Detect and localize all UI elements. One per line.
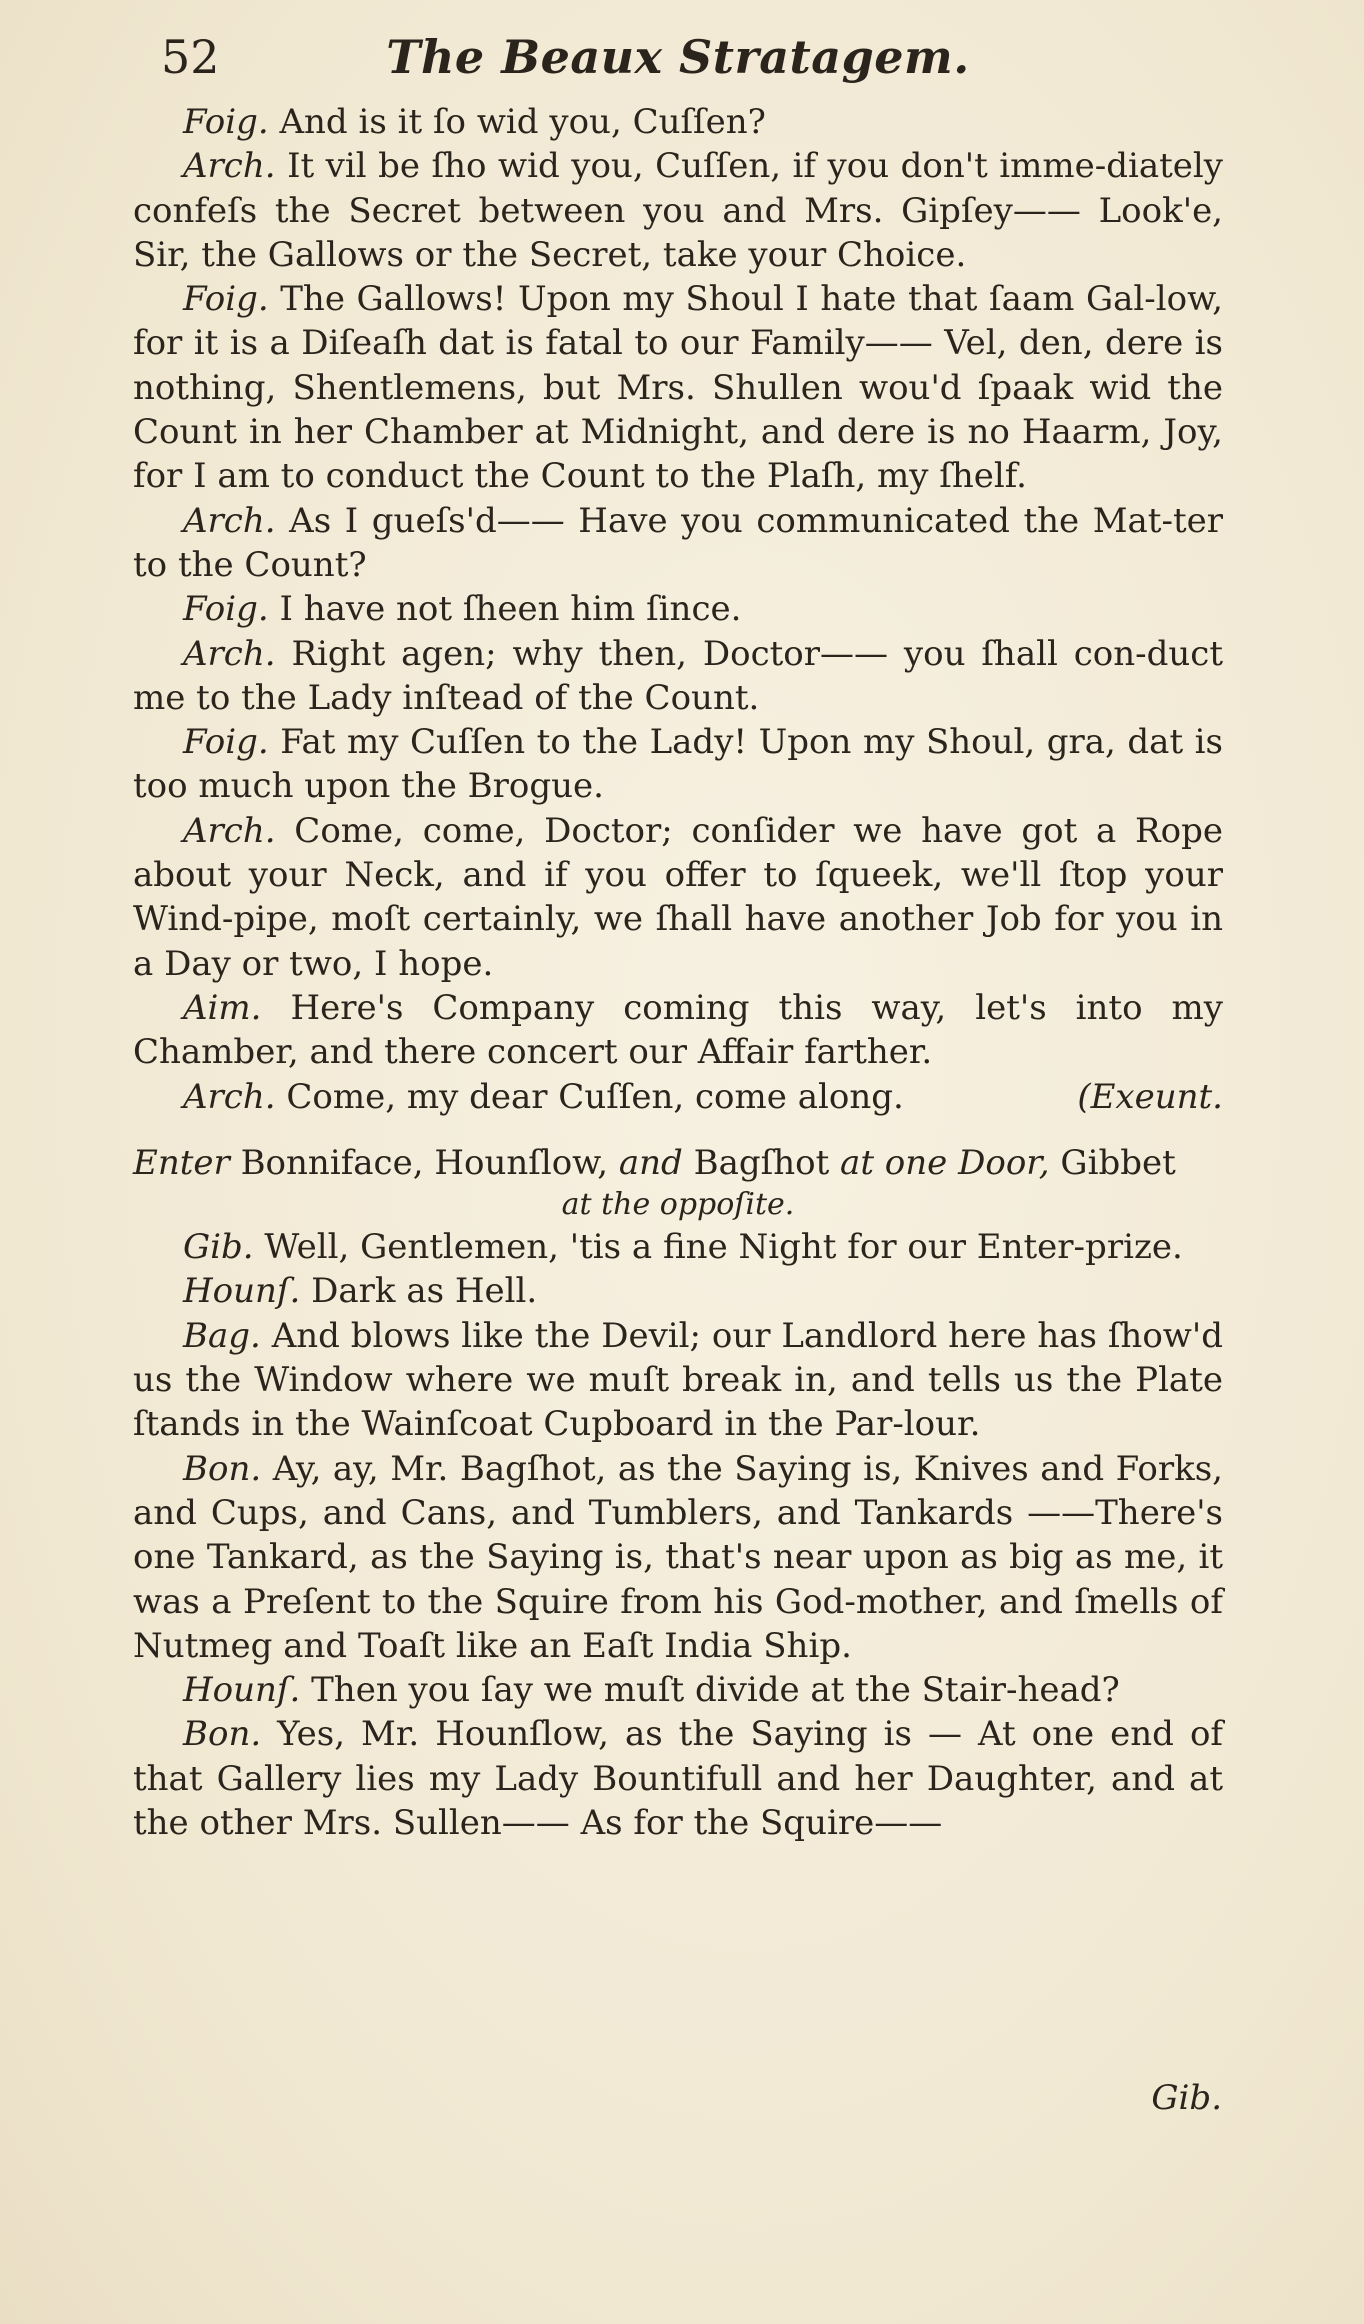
speaker-name: Bag. [183,1315,261,1356]
speech-text: Here's Company coming this way, let's into my Chamber, and there concert our Affair farther. [133,987,1223,1073]
enter-word: Enter [133,1142,230,1183]
catchword: Gib. [1151,2078,1222,2118]
page-number: 52 [161,30,220,84]
speech [133,1314,1223,1447]
speaker-name: Aim. [183,987,262,1028]
stage-direction [133,1141,1223,1185]
page-header [133,20,1223,100]
speaker-name: Arch. [183,633,276,674]
speech [133,587,1223,631]
speech-text: And blows like the Devil; our Landlord here has ſhow'd us the Window where we muſt break in, and tells us the Plate ſtands in the Wainſcoat Cupboard in the Par-lour. [133,1315,1223,1445]
speaker-name: Foig. [183,722,269,763]
speech-text: The Gallows! Upon my Shoul I hate that ſaam Gal-low, for it is a Diſeaſh dat is fatal to our Family—— Vel, den, dere is nothing, Shentlemens, but Mrs. Shullen wou'd ſpaak wid the Count in her Chamber at Midnight, and dere is no Haarm, Joy, for I am to conduct the Count to the Plaſh, my ſhelf. [133,279,1223,497]
text-block [133,20,1223,1845]
speech [133,1075,1223,1119]
speaker-name: Foig. [183,589,269,630]
speech-text: Come, come, Doctor; conſider we have got a Rope about your Neck, and if you offer to ſqueek, we'll ſtop your Wind-pipe, moſt certainly, we ſhall have another Job for you in a Day or two, I hope. [133,810,1223,984]
running-title: The Beaux Stratagem. [386,30,970,84]
speech-text: And is it ſo wid you, Cuſſen? [268,102,766,142]
speech [133,632,1223,721]
dialogue-section-2 [133,1225,1223,1845]
speaker-name: Hounſ. [183,1271,301,1312]
speech [133,986,1223,1075]
speaker-name: Arch. [183,810,276,851]
speech-text: I have not ſheen him ſince. [268,589,742,630]
speaker-name: Arch. [183,146,276,187]
at-one-door: at one Door, [840,1142,1050,1183]
speaker-name: Foig. [183,102,269,142]
speech-text: Well, Gentlemen, 'tis a fine Night for our Enter-prize. [253,1227,1183,1268]
speaker-name: Foig. [183,279,269,320]
speech-text: As I gueſs'd—— Have you communicated the Mat-ter to the Count? [133,500,1223,585]
stage-names: Bonniface, Hounſlow, [229,1142,619,1183]
speech [133,1668,1223,1712]
speech-text: Then you ſay we muſt divide at the Stair-head? [300,1670,1120,1711]
speech [133,277,1223,498]
speech [133,720,1223,809]
speech-text: It vil be ſho wid you, Cuſſen, if you don't imme-diately confeſs the Secret between you and Mrs. Gipſey—— Look'e, Sir, the Gallows or the Secret, take your Choice. [133,146,1223,275]
speech-text: Dark as Hell. [300,1271,538,1312]
speech [133,1447,1223,1668]
gibbet-name: Gibbet [1049,1142,1176,1183]
bagshot-name: Bagſhot [682,1142,841,1183]
speech [133,144,1223,277]
speech-text: Yes, Mr. Hounſlow, as the Saying is — At one end of that Gallery lies my Lady Bountifull and her Daughter, and at the other Mrs. Sullen—— As for the Squire—— [133,1714,1223,1843]
dialogue-section-1 [133,100,1223,1119]
speech [133,100,1223,144]
speech [133,1712,1223,1845]
speech-text: Fat my Cuſſen to the Lady! Upon my Shoul, gra, dat is too much upon the Brogue. [133,722,1223,807]
speaker-name: Arch. [183,500,276,541]
speaker-name: Bon. [183,1448,262,1489]
speaker-name: Gib. [183,1227,254,1268]
speaker-name: Hounſ. [183,1670,301,1711]
stage-direction-opposite: at the oppoſite. [561,1187,795,1223]
speech [133,1225,1223,1269]
speech-text: Right agen; why then, Doctor—— you ſhall con-duct me to the Lady inſtead of the Count. [133,633,1223,718]
speech [133,1269,1223,1313]
speaker-name: Arch. [183,1076,276,1117]
speech-text: Ay, ay, Mr. Bagſhot, as the Saying is, Knives and Forks, and Cups, and Cans, and Tumblers, and Tankards ——There's one Tankard, as the Saying is, that's near upon as big as me, it was a Preſent to the Squire from his God-mother, and ſmells of Nutmeg and Toaſt like an Eaſt India Ship. [133,1448,1223,1666]
speaker-name: Bon. [183,1714,262,1755]
and-word: and [618,1142,683,1183]
exit-direction: (Exeunt. [1077,1076,1223,1117]
speech [133,499,1223,588]
speech-text: Come, my dear Cuſſen, come along. [275,1076,904,1117]
speech [133,809,1223,986]
